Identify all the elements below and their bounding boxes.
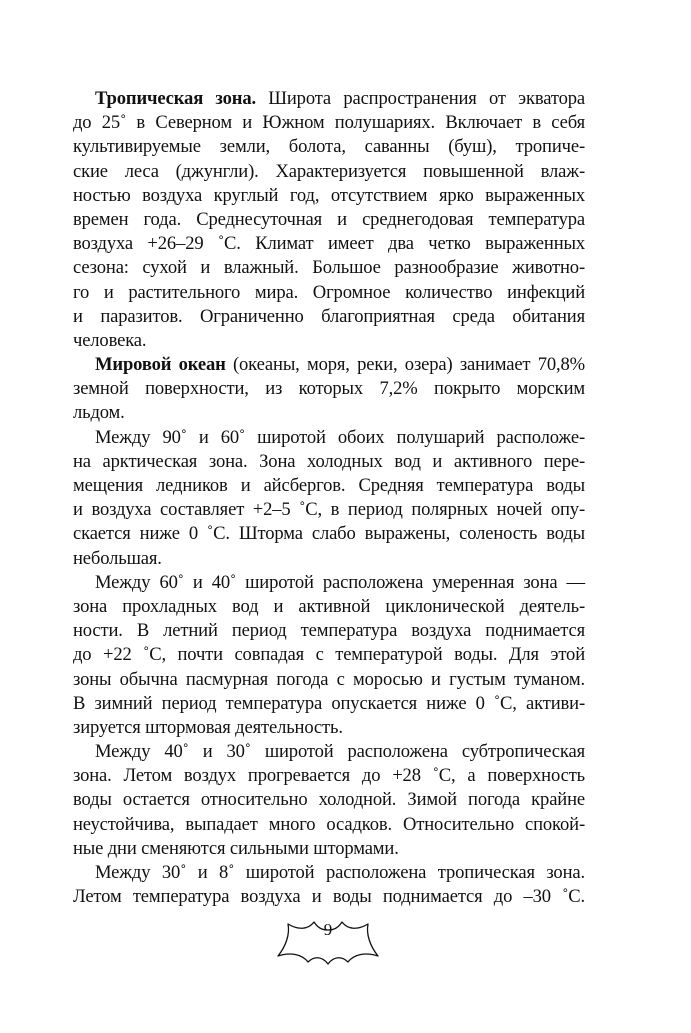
paragraph-line: культивируемые земли, болота, саванны (буш), тропиче- (73, 136, 585, 158)
paragraph-line: ские леса (джунгли). Характеризуется повышенной влаж- (73, 160, 585, 182)
paragraph-line: на арктическая зона. Зона холодных вод и активного пере- (73, 450, 585, 472)
paragraph-line: Между 40˚ и 30˚ широтой расположена субтропическая (95, 741, 585, 763)
paragraph-lead-term: Тропическая зона. (95, 88, 256, 109)
paragraph-line: Между 90˚ и 60˚ широтой обоих полушарий расположе- (95, 426, 585, 448)
paragraph-line: Между 30˚ и 8˚ широтой расположена тропическая зона. (95, 862, 585, 883)
paragraph-line: и паразитов. Ограниченно благоприятная среда обитания (73, 305, 585, 327)
paragraph-line: до 25˚ в Северном и Южном полушариях. Включает в себя (73, 112, 585, 134)
paragraph-line: до +22 ˚С, почти совпадая с температурой воды. Для этой (73, 644, 585, 666)
paragraph-line: Между 60˚ и 40˚ широтой расположена умеренная зона — (95, 571, 585, 593)
paragraph-line: скается ниже 0 ˚С. Шторма слабо выражены, соленость воды (73, 523, 585, 545)
paragraph-line: зона. Летом воздух прогревается до +28 ˚С, а поверхность (73, 765, 585, 787)
page-number: 9 (323, 920, 333, 939)
paragraph-line: сезона: сухой и влажный. Большое разнообразие животно- (73, 257, 585, 279)
paragraph-line: и воздуха составляет +2–5 ˚С, в период полярных ночей опу- (73, 499, 585, 521)
paragraph-line: Тропическая зона. Широта распространения от экватора (95, 88, 585, 109)
paragraph-line: времен года. Среднесуточная и среднегодовая температура (73, 208, 585, 230)
paragraph-line: В зимний период температура опускается ниже 0 ˚С, активи- (73, 692, 585, 714)
paragraph-line: воды остается относительно холодной. Зимой погода крайне (73, 789, 585, 811)
paragraph-line: земной поверхности, из которых 7,2% покрыто морским (73, 378, 585, 400)
paragraph-line: ностью воздуха круглый год, отсутствием ярко выраженных (73, 184, 585, 206)
paragraph-line: зоны обычна пасмурная погода с моросью и густым туманом. (73, 668, 585, 690)
paragraph-line: небольшая. (73, 547, 162, 569)
paragraph-line: зируется штормовая деятельность. (73, 716, 343, 738)
paragraph-line: Мировой океан (океаны, моря, реки, озера) занимает 70,8% (95, 354, 585, 376)
body-text (73, 87, 585, 909)
paragraph-line: воздуха +26–29 ˚С. Климат имеет два четко выраженных (73, 233, 585, 255)
paragraph-line: неустойчива, выпадает много осадков. Относительно спокой- (73, 813, 585, 835)
paragraph-lead-term: Мировой океан (95, 354, 226, 376)
paragraph-line: го и растительного мира. Огромное количество инфекций (73, 281, 585, 303)
paragraph-line: зона прохладных вод и активной циклонической деятель- (73, 595, 585, 617)
paragraph-line: ности. В летний период температура воздуха поднимается (73, 620, 585, 642)
paragraph-line: человека. (73, 329, 147, 351)
paragraph-line: льдом. (73, 402, 125, 424)
paragraph-line: ные дни сменяются сильными штормами. (73, 837, 399, 859)
paragraph-line: Летом температура воздуха и воды поднимается до –30 ˚С. (73, 886, 585, 908)
paragraph-line: мещения ледников и айсбергов. Средняя температура воды (73, 475, 585, 496)
